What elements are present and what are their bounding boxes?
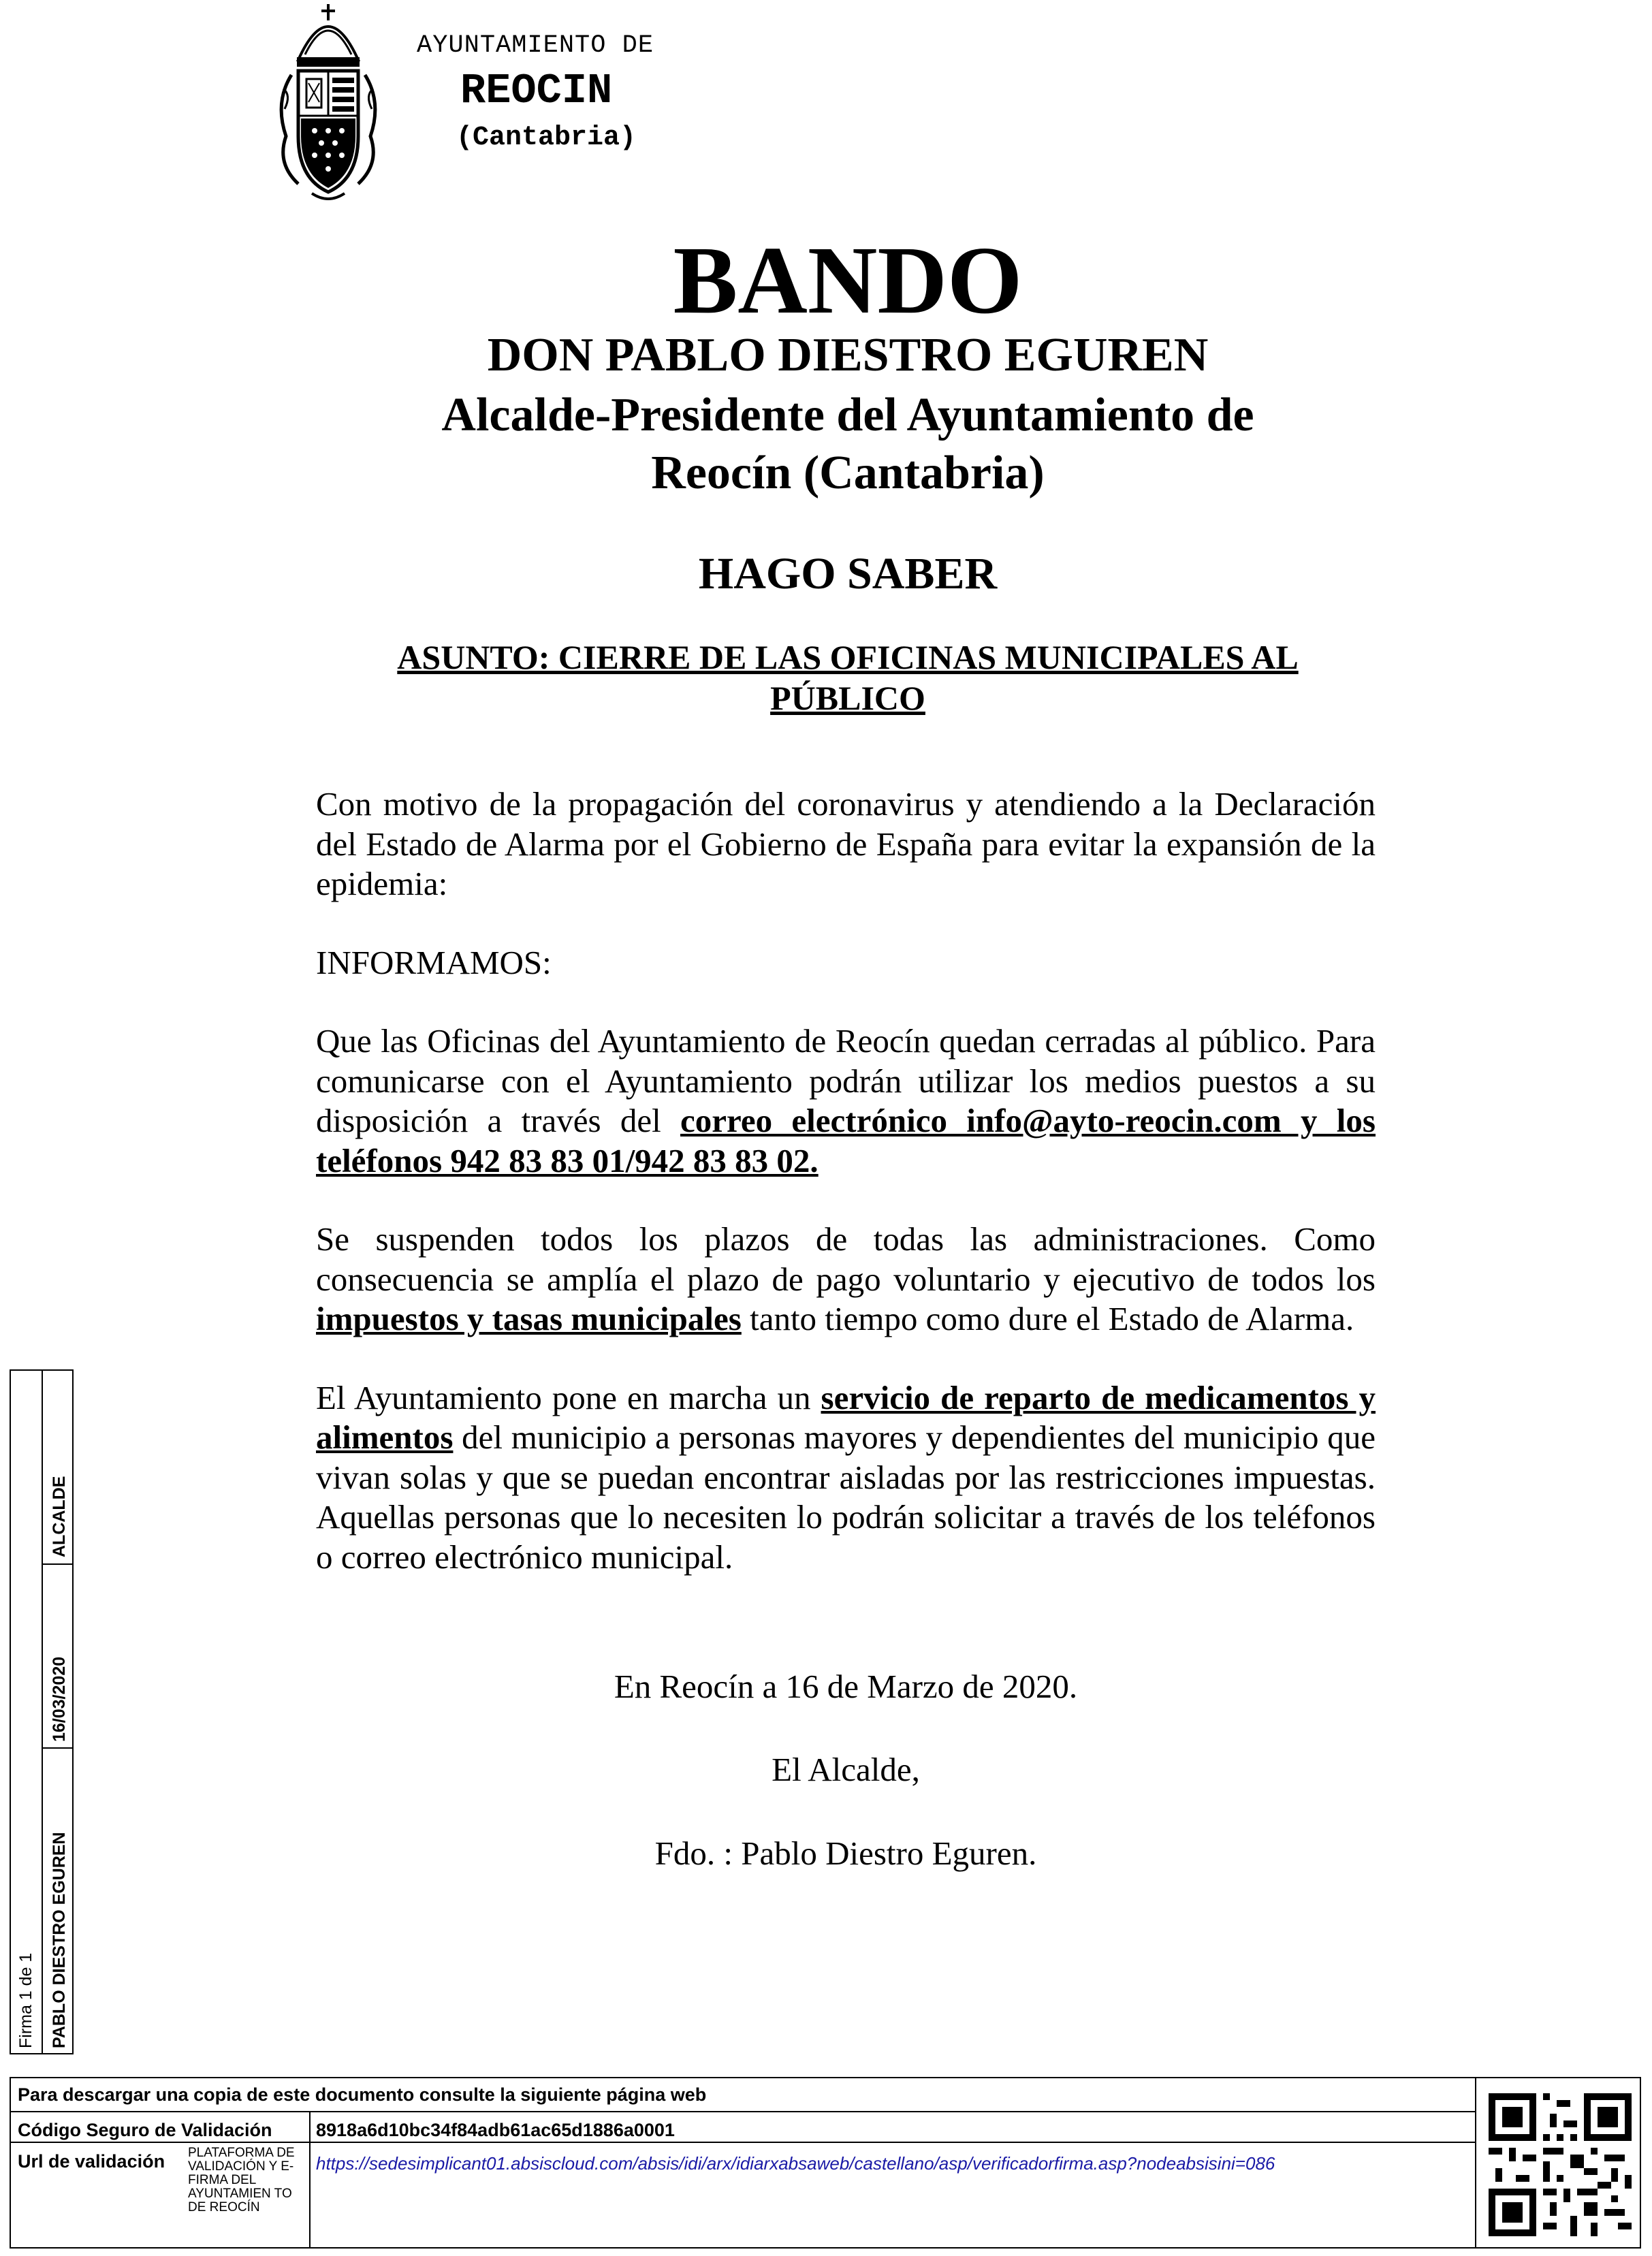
closing-signature: Fdo. : Pablo Diestro Eguren. [654,1834,1037,1872]
signer-role: ALCALDE [50,1476,69,1557]
mayor-role-line2: Reocín (Cantabria) [651,447,1045,500]
paragraph-deadlines-text-b: tanto tiempo como dure el Estado de Alarma. [741,1300,1354,1337]
header-municipality-name: REOCIN [460,67,613,115]
header-region: (Cantabria) [456,123,637,153]
paragraph-delivery-service [316,1378,1376,1578]
download-note: Para descargar una copia de este documento consulte la siguiente página web [18,2084,707,2105]
mayor-role [259,386,1437,503]
url-label: Url de validación [18,2151,165,2172]
paragraph-delivery-text-b: del municipio a personas mayores y dependientes del municipio que vivan solas y que se puedan encontrar aisladas por las restricciones impuestas. Aquellas personas que lo necesiten lo podrán solicitar a través de los teléfonos o correo electrónico municipal. [316,1418,1376,1576]
signer-name: PABLO DIESTRO EGUREN [50,1832,69,2048]
page-title: BANDO [673,226,1023,334]
paragraph-intro: Con motivo de la propagación del coronavirus y atendiendo a la Declaración del Estado de Alarma por el Gobierno de España para evitar la expansión de la epidemia: [316,785,1376,902]
delivery-service-highlight: servicio de reparto de medicamentos y alimentos [316,1378,1376,1456]
footer-row-divider [11,2111,1475,2112]
header-municipality-label: AYUNTAMIENTO DE [417,31,654,60]
subject-line1: ASUNTO: CIERRE DE LAS OFICINAS MUNICIPALES AL [397,638,1299,676]
coat-of-arms-icon [271,0,385,204]
taxes-highlight: impuestos y tasas municipales [316,1300,742,1337]
verification-footer [10,2077,1641,2249]
paragraph-deadlines [316,1220,1376,1339]
signature-box-separator [43,1747,74,1749]
signature-count: Firma 1 de 1 [16,1952,35,2048]
footer-col-divider [1475,2078,1476,2249]
platform-label: PLATAFORMA DE VALIDACIÓN Y E-FIRMA DEL AYUNTAMIEN TO DE REOCÍN [188,2146,295,2214]
signature-box-divider [42,1371,43,2053]
subject-heading [259,637,1437,718]
validation-url-link[interactable]: https://sedesimplicant01.absiscloud.com/absis/idi/arx/idiarxabsaweb/castellano/asp/verificadorfirma.asp?nodeabsisini=086 [316,2153,1275,2174]
qr-code-icon [1489,2088,1632,2242]
signature-date: 16/03/2020 [50,1656,69,1742]
subject-line2: PÚBLICO [770,679,925,717]
paragraph-offices-text: Que las Oficinas del Ayuntamiento de Reocín quedan cerradas al público. Para comunicarse con el Ayuntamiento podrán utilizar los medios puestos a su disposición a través del [316,1022,1376,1139]
csv-label: Código Seguro de Validación [18,2120,272,2140]
csv-value: 8918a6d10bc34f84adb61ac65d1886a0001 [316,2120,675,2140]
mayor-role-line1: Alcalde-Presidente del Ayuntamiento de [441,389,1254,441]
signature-box [10,1369,74,2054]
contact-info: correo electrónico info@ayto-reocin.com y los teléfonos 942 83 83 01/942 83 83 02. [316,1102,1376,1179]
mayor-name: DON PABLO DIESTRO EGUREN [487,329,1209,381]
signature-box-separator [43,1563,74,1565]
paragraph-offices-closed [316,1021,1376,1181]
paragraph-informamos: INFORMAMOS: [316,943,552,981]
announcement-heading: HAGO SABER [698,549,998,599]
document-body [316,784,1376,1872]
paragraph-deadlines-text-a: Se suspenden todos los plazos de todas las administraciones. Como consecuencia se amplía el plazo de pago voluntario y ejecutivo de todos los [316,1220,1376,1298]
closing-title: El Alcalde, [772,1751,920,1788]
footer-row-divider [11,2142,1475,2143]
paragraph-delivery-text-a: El Ayuntamiento pone en marcha un [316,1378,821,1416]
closing-date: En Reocín a 16 de Marzo de 2020. [614,1668,1078,1705]
